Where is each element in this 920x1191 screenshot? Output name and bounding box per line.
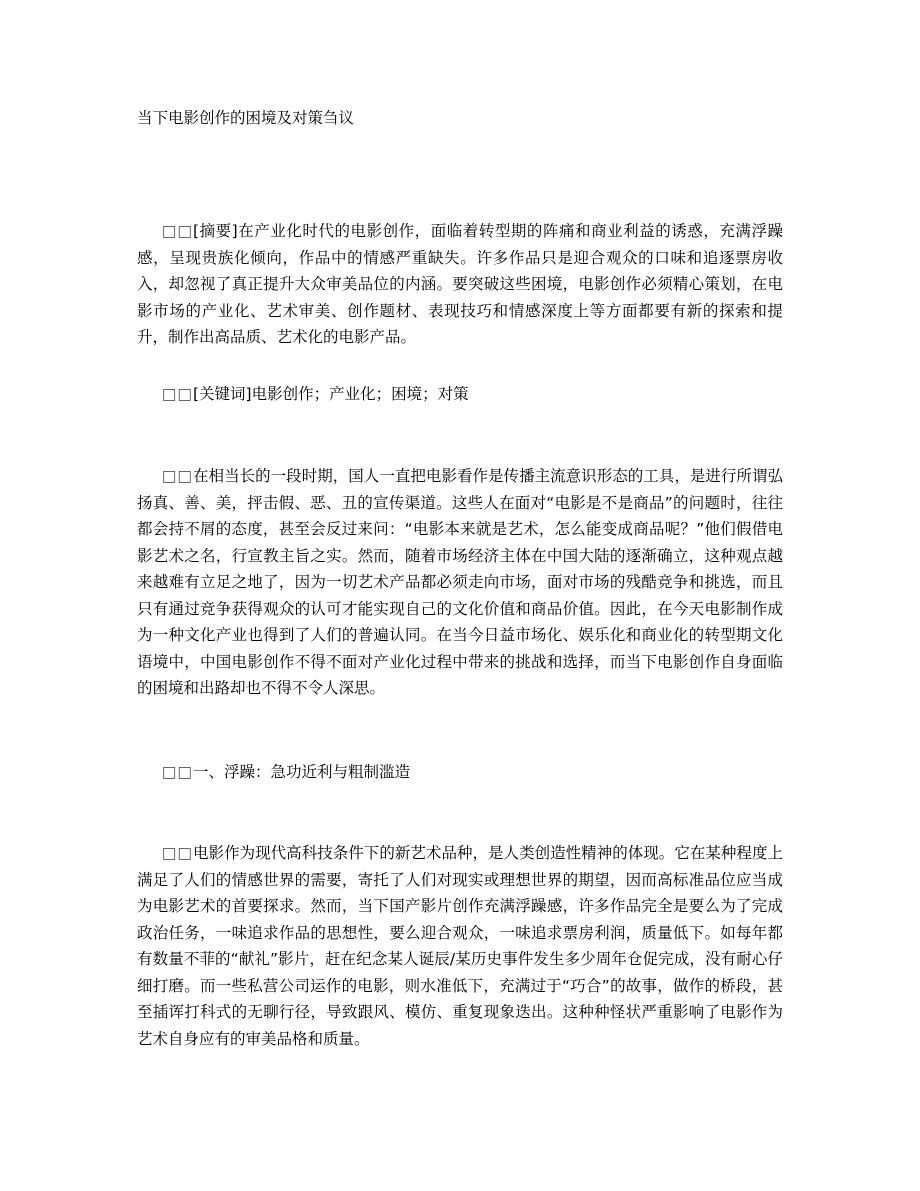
section1-heading bbox=[137, 759, 783, 786]
indent-marks: □□ bbox=[161, 385, 193, 403]
indent-marks: □□ bbox=[161, 844, 193, 862]
indent-marks: □□ bbox=[161, 467, 193, 485]
document-title: 当下电影创作的困境及对策刍议 bbox=[137, 109, 355, 127]
section1-heading-text: 一、浮躁：急功近利与粗制滥造 bbox=[193, 763, 411, 781]
indent-marks: □□ bbox=[161, 222, 193, 240]
indent-marks: □□ bbox=[161, 763, 193, 781]
keywords-text: [关键词]电影创作；产业化；困境；对策 bbox=[193, 385, 469, 403]
abstract-paragraph bbox=[137, 218, 783, 351]
section1-paragraph bbox=[137, 840, 783, 1052]
intro-paragraph bbox=[137, 463, 783, 702]
abstract-text: [摘要]在产业化时代的电影创作，面临着转型期的阵痛和商业利益的诱惑，充满浮躁感，呈现贵族化倾向，作品中的情感严重缺失。许多作品只是迎合观众的口味和追逐票房收入，却忽视了真正提升大众审美品位的内涵。要突破这些困境，电影创作必须精心策划，在电影市场的产业化、艺术审美、创作题材、表现技巧和情感深度上等方面都要有新的探索和提升，制作出高品质、艺术化的电影产品。 bbox=[137, 222, 783, 346]
keywords-paragraph bbox=[137, 381, 783, 408]
intro-text: 在相当长的一段时期，国人一直把电影看作是传播主流意识形态的工具，是进行所谓弘扬真、善、美，抨击假、恶、丑的宣传渠道。这些人在面对“电影是不是商品”的问题时，往往都会持不屑的态度，甚至会反过来问：“电影本来就是艺术，怎么能变成商品呢？”他们假借电影艺术之名，行宣教主旨之实。然而，随着市场经济主体在中国大陆的逐渐确立，这种观点越来越难有立足之地了，因为一切艺术产品都必须走向市场，面对市场的残酷竞争和挑选，而且只有通过竞争获得观众的认可才能实现自己的文化价值和商品价值。因此，在今天电影制作成为一种文化产业也得到了人们的普遍认同。在当今日益市场化、娱乐化和商业化的转型期文化语境中，中国电影创作不得不面对产业化过程中带来的挑战和选择，而当下电影创作自身面临的困境和出路却也不得不令人深思。 bbox=[137, 467, 783, 697]
section1-text: 电影作为现代高科技条件下的新艺术品种，是人类创造性精神的体现。它在某种程度上满足了人们的情感世界的需要，寄托了人们对现实或理想世界的期望，因而高标准品位应当成为电影艺术的首要探求。然而，当下国产影片创作充满浮躁感，许多作品完全是要么为了完成政治任务，一味追求作品的思想性，要么迎合观众，一味追求票房利润，质量低下。如每年都有数量不菲的“献礼”影片，赶在纪念某人诞辰/某历史事件发生多少周年仓促完成，没有耐心仔细打磨。而一些私营公司运作的电影，则水准低下，充满过于“巧合”的故事，做作的桥段，甚至插诨打科式的无聊行径，导致跟风、模仿、重复现象迭出。这种种怪状严重影响了电影作为艺术自身应有的审美品格和质量。 bbox=[137, 844, 783, 1048]
